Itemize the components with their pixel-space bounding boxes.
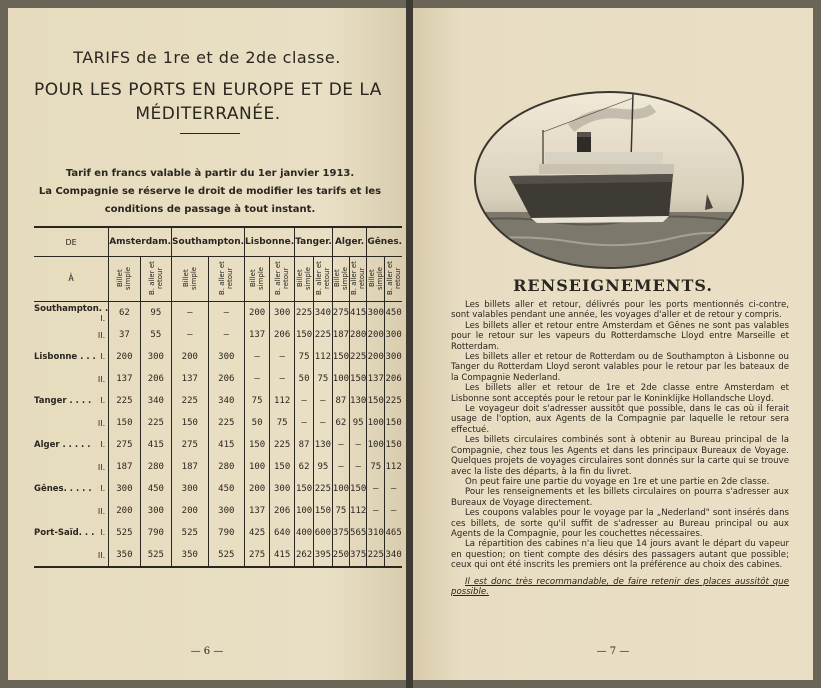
origin-port-cell (34, 434, 109, 456)
fare-cell: 200 (367, 346, 385, 368)
table-row (34, 302, 402, 325)
fare-cell: 300 (172, 478, 209, 500)
fare-cell: 340 (208, 390, 245, 412)
fare-cell: — (367, 478, 385, 500)
col-single: Billet simple (116, 266, 133, 290)
tariff-table (34, 226, 402, 568)
fare-cell: 150 (350, 478, 367, 500)
fare-cell: 55 (140, 324, 171, 346)
fare-cell: 300 (385, 324, 402, 346)
fare-cell: 400 (295, 522, 314, 544)
tariff-title: TARIFS de 1re et de 2de classe. (73, 48, 341, 67)
fare-cell: 340 (313, 302, 332, 325)
info-paragraph: Les billets circulaires combinés sont à obtenir au Bureau principal de la Compagnie, chez tous les Agents et dans les principaux Bureaux de Voyage. Quelques projets de voyages circulaires sont donnés sur la carte qui se trouve avec la liste des départs, à la fin du livret. (451, 435, 789, 477)
fare-cell: 200 (245, 478, 270, 500)
fare-cell: — (245, 368, 270, 390)
table-row (34, 346, 402, 368)
col-return: B. aller et retour (218, 261, 235, 295)
fare-cell: 280 (350, 324, 367, 346)
origin-port-cell (34, 412, 109, 434)
fare-cell: 187 (332, 324, 349, 346)
fare-cell: 200 (245, 302, 270, 325)
fare-cell: 75 (245, 390, 270, 412)
fare-cell: 600 (313, 522, 332, 544)
fare-cell: 150 (109, 412, 140, 434)
renseignements-title: RENSEIGNEMENTS. (513, 276, 713, 295)
fare-cell: — (270, 346, 295, 368)
fare-cell: 225 (350, 346, 367, 368)
table-row (34, 368, 402, 390)
fare-cell: — (332, 434, 349, 456)
fare-cell: 112 (270, 390, 295, 412)
fare-cell: 225 (109, 390, 140, 412)
origin-port: Alger . . . . . (34, 440, 91, 450)
fare-cell: 450 (140, 478, 171, 500)
fare-cell: 565 (350, 522, 367, 544)
fare-cell: 340 (385, 544, 402, 567)
page-number-left: — 6 — (190, 646, 224, 657)
fare-cell: 395 (313, 544, 332, 567)
fare-cell: 50 (245, 412, 270, 434)
class-label: II. (97, 374, 106, 384)
table-row (34, 544, 402, 567)
col-single: Billet simple (296, 266, 313, 290)
fare-cell: 187 (109, 456, 140, 478)
info-paragraph: Les billets aller et retour de Rotterdam ou de Southampton à Lisbonne ou Tanger du Rotterdam Lloyd seront valables pour le retour par les bateaux de la Compagnie Nederland. (451, 352, 789, 383)
fare-cell: 150 (367, 390, 385, 412)
info-paragraph: La répartition des cabines n'a lieu que 14 jours avant le départ du vapeur en question; on tient compte des désirs des passagers autant que possible; ceux qui ont été inscrits les premiers ont la préférence au choix des cabines. (451, 539, 789, 571)
table-row (34, 412, 402, 434)
origin-port-cell (34, 302, 109, 325)
fare-cell: 225 (313, 478, 332, 500)
col-single: Billet simple (332, 266, 349, 290)
fare-cell: 137 (109, 368, 140, 390)
fare-cell: 525 (208, 544, 245, 567)
col-return: B. aller et retour (385, 261, 402, 295)
class-label: I. (100, 313, 106, 323)
fare-cell: 150 (332, 346, 349, 368)
info-paragraph: Les billets aller et retour entre Amsterdam et Gênes ne sont pas valables pour le retour sur les vapeurs du Rotterdamsche Lloyd entre Marseille et Rotterdam. (451, 320, 789, 352)
fare-cell: 150 (385, 412, 402, 434)
fare-cell: 206 (270, 500, 295, 522)
fare-cell: 450 (208, 478, 245, 500)
info-paragraph: On peut faire une partie du voyage en 1re et une partie en 2de classe. (465, 476, 770, 487)
class-label: II. (97, 462, 106, 472)
note-line: La Compagnie se réserve le droit de modifier les tarifs et les (38, 186, 382, 197)
fare-cell: 95 (350, 412, 367, 434)
fare-cell: — (245, 346, 270, 368)
fare-cell: 350 (109, 544, 140, 567)
col-return: B. aller et retour (314, 261, 331, 295)
fare-cell: — (295, 390, 314, 412)
origin-port-cell (34, 368, 109, 390)
fare-cell: 150 (270, 456, 295, 478)
fare-cell: 310 (367, 522, 385, 544)
fare-cell: 275 (109, 434, 140, 456)
fare-cell: 300 (367, 302, 385, 325)
fare-cell: 225 (270, 434, 295, 456)
fare-cell: — (270, 368, 295, 390)
table-row (34, 456, 402, 478)
fare-cell: — (313, 412, 332, 434)
fare-cell: 206 (385, 368, 402, 390)
fare-cell: 137 (172, 368, 209, 390)
fare-cell: 415 (270, 544, 295, 567)
origin-port-cell (34, 456, 109, 478)
fare-cell: 112 (313, 346, 332, 368)
origin-port: Southampton. . (34, 303, 109, 314)
fare-cell: 300 (109, 478, 140, 500)
fare-cell: — (313, 390, 332, 412)
fare-cell: 640 (270, 522, 295, 544)
info-paragraph: Les billets aller et retour, délivrés pour les ports mentionnés ci-contre, sont valables pendant une année, les voyages d'aller et de retour y compris. (451, 300, 789, 321)
origin-port-cell (34, 346, 109, 368)
fare-cell: 206 (208, 368, 245, 390)
fare-cell: 137 (245, 500, 270, 522)
fare-cell: 100 (332, 478, 349, 500)
fare-cell: — (295, 412, 314, 434)
fare-cell: 225 (385, 390, 402, 412)
class-label: II. (97, 550, 106, 560)
fare-cell: 450 (385, 302, 402, 325)
header-de: DE (34, 227, 109, 257)
col-single: Billet simple (367, 266, 384, 290)
fare-cell: 415 (208, 434, 245, 456)
table-row (34, 522, 402, 544)
dest-tanger: Tanger. (295, 227, 333, 257)
fare-cell: 206 (140, 368, 171, 390)
origin-port: Port-Saïd. . . (34, 528, 95, 538)
class-label: II. (97, 330, 106, 340)
fare-cell: 75 (270, 412, 295, 434)
fare-cell: 75 (367, 456, 385, 478)
fare-cell: 200 (109, 500, 140, 522)
fare-cell: 300 (140, 500, 171, 522)
origin-port-cell (34, 544, 109, 567)
fare-cell: 790 (140, 522, 171, 544)
fare-cell: 62 (332, 412, 349, 434)
fare-cell: 275 (332, 302, 349, 325)
fare-cell: 275 (172, 434, 209, 456)
origin-port: Gênes. . . . . (34, 484, 92, 494)
fare-cell: 62 (109, 302, 140, 325)
origin-port: Tanger . . . . (34, 396, 92, 406)
page-number-right: — 7 — (596, 646, 630, 657)
fare-cell: 262 (295, 544, 314, 567)
fare-cell: 187 (172, 456, 209, 478)
note-line: Tarif en francs valable à partir du 1er janvier 1913. (65, 168, 355, 179)
fare-cell: — (332, 456, 349, 478)
origin-port: Lisbonne . . . (34, 352, 96, 362)
fare-cell: 130 (350, 390, 367, 412)
fare-cell: 137 (245, 324, 270, 346)
class-label: I. (100, 440, 106, 449)
origin-port-cell (34, 500, 109, 522)
info-paragraph: Le voyageur doit s'adresser aussitôt que possible, dans le cas où il ferait usage de l'option, aux Agents de la Compagnie par laquelle le retour sera effectué. (451, 404, 789, 435)
fare-cell: 340 (140, 390, 171, 412)
table-row (34, 324, 402, 346)
fare-cell: 150 (295, 324, 314, 346)
fare-cell: 75 (332, 500, 349, 522)
fare-cell: 250 (332, 544, 349, 567)
fare-cell: — (367, 500, 385, 522)
fare-cell: 415 (140, 434, 171, 456)
fare-cell: — (350, 456, 367, 478)
fare-cell: 225 (313, 324, 332, 346)
fare-cell: 280 (208, 456, 245, 478)
table-row (34, 478, 402, 500)
fare-cell: 100 (245, 456, 270, 478)
fare-cell: 62 (295, 456, 314, 478)
table-row (34, 500, 402, 522)
fare-cell: — (350, 434, 367, 456)
final-recommendation: Il est donc très recommandable, de faire retenir des places aussitôt que possible. (451, 576, 789, 597)
fare-cell: 206 (270, 324, 295, 346)
col-single: Billet simple (181, 266, 198, 290)
col-return: B. aller et retour (274, 261, 291, 295)
tariff-note (32, 165, 388, 219)
title-divider (180, 133, 240, 134)
fare-cell: 75 (295, 346, 314, 368)
fare-cell: 95 (313, 456, 332, 478)
fare-cell: 200 (109, 346, 140, 368)
fare-cell: 425 (245, 522, 270, 544)
right-page (413, 8, 813, 680)
fare-cell: 280 (140, 456, 171, 478)
info-paragraph: Pour les renseignements et les billets circulaires on pourra s'adresser aux Bureaux de Voyage directement. (451, 487, 789, 508)
tariff-body (34, 302, 402, 568)
note-line: conditions de passage à tout instant. (104, 204, 316, 215)
col-return: B. aller et retour (147, 261, 164, 295)
class-label: I. (100, 352, 106, 361)
fare-cell: — (172, 324, 209, 346)
fare-cell: 525 (172, 522, 209, 544)
origin-port-cell (34, 478, 109, 500)
fare-cell: 150 (172, 412, 209, 434)
fare-cell: 137 (367, 368, 385, 390)
fare-cell: 300 (385, 346, 402, 368)
class-label: I. (100, 484, 106, 493)
fare-cell: 112 (385, 456, 402, 478)
fare-cell: 112 (350, 500, 367, 522)
fare-cell: 200 (172, 500, 209, 522)
fare-cell: 100 (367, 434, 385, 456)
dest-amsterdam: Amsterdam. (109, 227, 172, 257)
fare-cell: 150 (295, 478, 314, 500)
fare-cell: 790 (208, 522, 245, 544)
left-page (8, 8, 406, 680)
fare-cell: 37 (109, 324, 140, 346)
fare-cell: 150 (350, 368, 367, 390)
fare-cell: — (208, 302, 245, 325)
fare-cell: 300 (270, 478, 295, 500)
dest-southampton: Southampton. (172, 227, 245, 257)
fare-cell: 225 (208, 412, 245, 434)
dest-genes: Gênes. (367, 227, 402, 257)
fare-cell: 375 (332, 522, 349, 544)
renseignements-body (451, 300, 789, 597)
fare-cell: 75 (313, 368, 332, 390)
fare-cell: 130 (313, 434, 332, 456)
fare-cell: 200 (172, 346, 209, 368)
fare-cell: — (385, 478, 402, 500)
fare-cell: 150 (245, 434, 270, 456)
info-paragraph: Les coupons valables pour le voyage par la „Nederland" sont insérés dans ces billets, de sorte qu'il suffit de s'adresser au Bureau principal ou aux Agents de la Compagnie, pour les couchettes nécessaires. (451, 508, 789, 539)
fare-cell: 525 (140, 544, 171, 567)
fare-cell: 415 (350, 302, 367, 325)
fare-cell: 100 (367, 412, 385, 434)
fare-cell: 225 (172, 390, 209, 412)
origin-port-cell (34, 324, 109, 346)
book-gutter (406, 0, 413, 688)
tariff-subtitle: POUR LES PORTS EN EUROPE ET DE LA MÉDITERRANÉE. (34, 80, 382, 124)
table-row (34, 434, 402, 456)
fare-cell: 100 (295, 500, 314, 522)
class-label: I. (100, 396, 106, 405)
col-return: B. aller et retour (350, 261, 367, 295)
fare-cell: 300 (208, 346, 245, 368)
fare-cell: 375 (350, 544, 367, 567)
class-label: I. (100, 528, 106, 537)
dest-alger: Alger. (332, 227, 367, 257)
fare-cell: — (385, 500, 402, 522)
origin-port-cell (34, 390, 109, 412)
fare-cell: 300 (208, 500, 245, 522)
fare-cell: 200 (367, 324, 385, 346)
class-label: II. (97, 506, 106, 516)
fare-cell: 87 (295, 434, 314, 456)
fare-cell: 275 (245, 544, 270, 567)
fare-cell: 87 (332, 390, 349, 412)
dest-lisbonne: Lisbonne. (245, 227, 295, 257)
fare-cell: 100 (332, 368, 349, 390)
col-single: Billet simple (249, 266, 266, 290)
origin-port-cell (34, 522, 109, 544)
header-a: À (34, 257, 109, 302)
steamship-illustration (473, 90, 745, 270)
fare-cell: 350 (172, 544, 209, 567)
fare-cell: 300 (140, 346, 171, 368)
fare-cell: 50 (295, 368, 314, 390)
fare-cell: 525 (109, 522, 140, 544)
fare-type-header-row (34, 257, 402, 302)
fare-cell: 465 (385, 522, 402, 544)
destination-header-row (34, 227, 402, 257)
table-row (34, 390, 402, 412)
info-paragraph: Les billets aller et retour de 1re et 2de classe entre Amsterdam et Lisbonne sont acceptés pour le retour par le Koninklijke Hollandsche Lloyd. (451, 383, 789, 404)
fare-cell: 150 (313, 500, 332, 522)
fare-cell: 95 (140, 302, 171, 325)
class-label: II. (97, 418, 106, 428)
fare-cell: 225 (367, 544, 385, 567)
fare-cell: 225 (140, 412, 171, 434)
fare-cell: — (208, 324, 245, 346)
fare-cell: 300 (270, 302, 295, 325)
fare-cell: — (172, 302, 209, 325)
fare-cell: 150 (385, 434, 402, 456)
fare-cell: 225 (295, 302, 314, 325)
